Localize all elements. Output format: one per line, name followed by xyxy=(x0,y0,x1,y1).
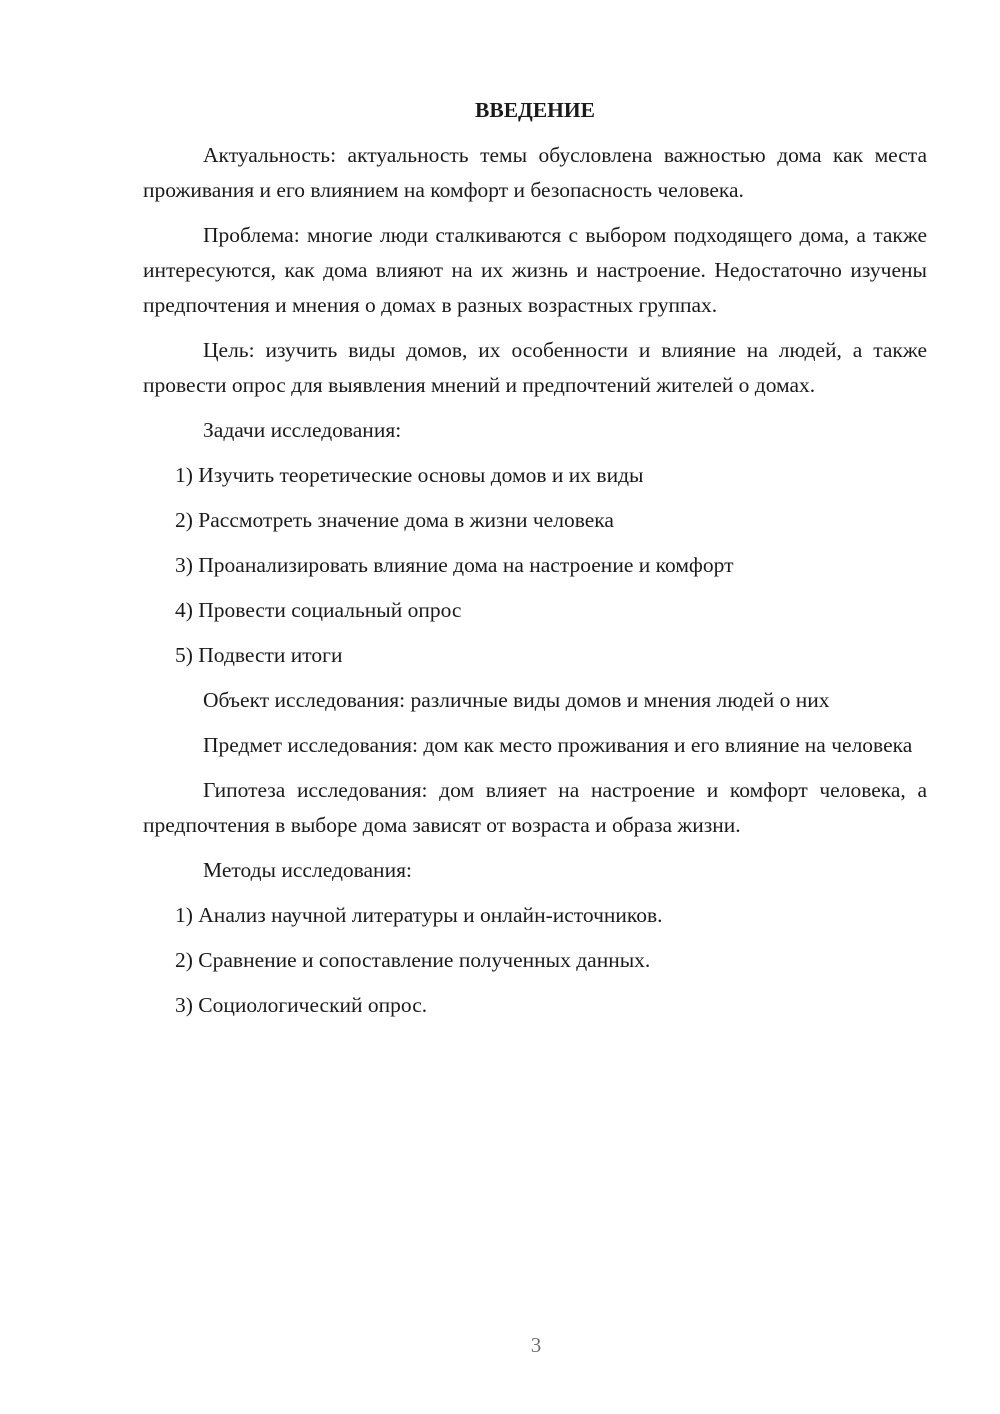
task-item: 4) Провести социальный опрос xyxy=(175,598,462,622)
task-item: 1) Изучить теоретические основы домов и их виды xyxy=(175,463,644,487)
task-item: 2) Рассмотреть значение дома в жизни человека xyxy=(175,508,614,532)
object-paragraph: Объект исследования: различные виды домов и мнения людей о них xyxy=(203,688,830,712)
relevance-paragraph: Актуальность: актуальность темы обусловлена важностью дома как места проживания и его влиянием на комфорт и безопасность человека. xyxy=(143,143,927,202)
page-content xyxy=(143,93,927,1033)
tasks-heading: Задачи исследования: xyxy=(203,418,402,442)
page-title: ВВЕДЕНИЕ xyxy=(475,98,595,122)
goal-paragraph: Цель: изучить виды домов, их особенности и влияние на людей, а также провести опрос для выявления мнений и предпочтений жителей о домах. xyxy=(143,338,927,397)
task-item: 3) Проанализировать влияние дома на настроение и комфорт xyxy=(175,553,734,577)
tasks-list xyxy=(143,458,927,673)
task-item: 5) Подвести итоги xyxy=(175,643,343,667)
method-item: 3) Социологический опрос. xyxy=(175,993,428,1017)
hypothesis-paragraph: Гипотеза исследования: дом влияет на настроение и комфорт человека, а предпочтения в выборе дома зависят от возраста и образа жизни. xyxy=(143,778,927,837)
methods-list xyxy=(143,898,927,1023)
method-item: 1) Анализ научной литературы и онлайн-источников. xyxy=(175,903,663,927)
page-number: 3 xyxy=(530,1333,542,1357)
subject-paragraph: Предмет исследования: дом как место проживания и его влияние на человека xyxy=(203,733,913,757)
method-item: 2) Сравнение и сопоставление полученных данных. xyxy=(175,948,651,972)
methods-heading: Методы исследования: xyxy=(203,858,412,882)
problem-paragraph: Проблема: многие люди сталкиваются с выбором подходящего дома, а также интересуются, как дома влияют на их жизнь и настроение. Недостаточно изучены предпочтения и мнения о домах в разных возрастных группах. xyxy=(143,223,927,317)
